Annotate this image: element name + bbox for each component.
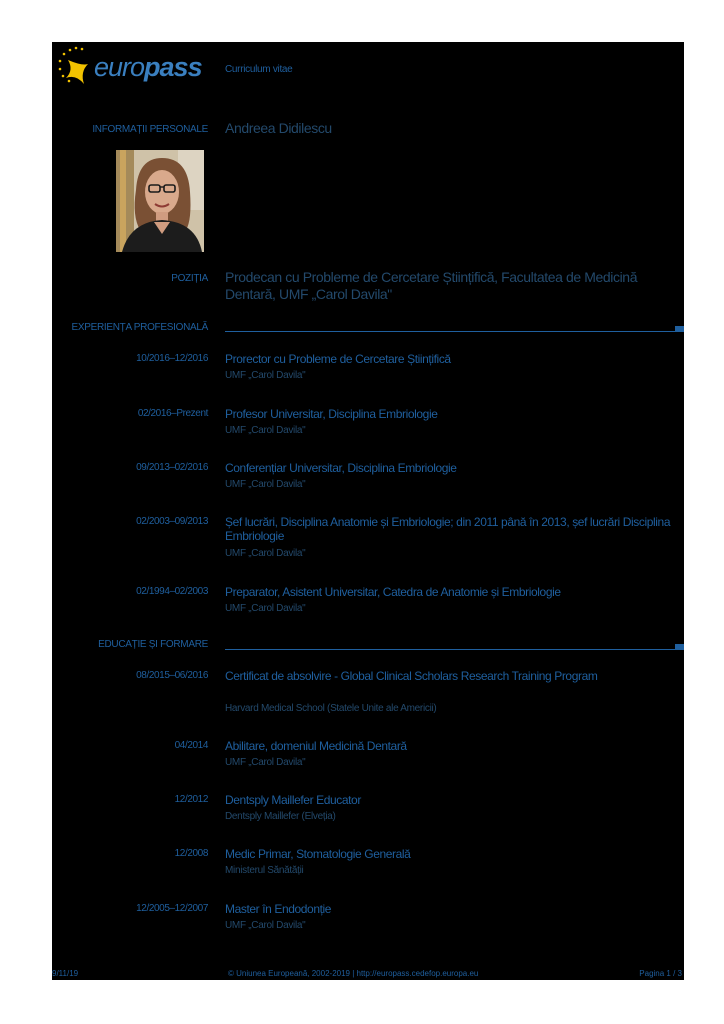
logo-wordmark: europass [94, 52, 202, 82]
person-name: Andreea Didilescu [225, 120, 332, 136]
experience-section-label: EXPERIENȚA PROFESIONALĂ [71, 322, 208, 333]
footer-copyright: © Uniunea Europeană, 2002-2019 | http://europass.cedefop.europa.eu [228, 969, 479, 978]
experience-date: 02/1994–02/2003 [136, 586, 208, 597]
europass-logo [52, 42, 212, 92]
profile-photo [116, 150, 204, 252]
experience-org: UMF „Carol Davila" [225, 370, 306, 381]
experience-section-divider [225, 331, 677, 332]
experience-org: UMF „Carol Davila" [225, 603, 306, 614]
footer-page-number: Pagina 1 / 3 [639, 969, 682, 978]
education-date: 04/2014 [174, 740, 208, 751]
experience-date: 10/2016–12/2016 [136, 353, 208, 364]
position-text: Prodecan cu Probleme de Cercetare Științifică, Facultatea de Medicină Dentară, UMF „Carol Davila" [225, 269, 638, 302]
education-date: 12/2012 [174, 794, 208, 805]
education-section-divider [225, 649, 677, 650]
experience-org: UMF „Carol Davila" [225, 425, 306, 436]
cv-page [52, 42, 684, 980]
education-title: Dentsply Maillefer Educator [225, 793, 361, 807]
education-title: Certificat de absolvire - Global Clinical Scholars Research Training Program [225, 669, 598, 683]
experience-title: Conferențiar Universitar, Disciplina Embriologie [225, 461, 457, 475]
education-date: 12/2008 [174, 848, 208, 859]
experience-org: UMF „Carol Davila" [225, 479, 306, 490]
experience-title: Prorector cu Probleme de Cercetare Științifică [225, 352, 451, 366]
experience-date: 09/2013–02/2016 [136, 462, 208, 473]
education-org: UMF „Carol Davila" [225, 920, 306, 931]
position-label: POZIȚIA [171, 273, 208, 284]
personal-info-label: INFORMAȚII PERSONALE [92, 124, 208, 135]
education-title: Master în Endodonție [225, 902, 332, 916]
footer-date: 9/11/19 [52, 969, 79, 978]
education-date: 08/2015–06/2016 [136, 670, 208, 681]
education-org: Harvard Medical School (Statele Unite ale Americii) [225, 703, 437, 714]
experience-title: Șef lucrări, Disciplina Anatomie și Embriologie; din 2011 până în 2013, șef lucrări Disciplina Embriologie [225, 515, 671, 543]
education-title: Medic Primar, Stomatologie Generală [225, 847, 411, 861]
education-date: 12/2005–12/2007 [136, 903, 208, 914]
experience-org: UMF „Carol Davila" [225, 548, 306, 559]
experience-date: 02/2016–Prezent [137, 408, 208, 419]
education-title: Abilitare, domeniul Medicină Dentară [225, 739, 407, 753]
document-type-label: Curriculum vitae [225, 64, 293, 75]
education-org: UMF „Carol Davila" [225, 757, 306, 768]
education-divider-marker [675, 644, 684, 650]
experience-title: Profesor Universitar, Disciplina Embriologie [225, 407, 438, 421]
experience-date: 02/2003–09/2013 [136, 516, 208, 527]
education-org: Dentsply Maillefer (Elveția) [225, 811, 336, 822]
experience-title: Preparator, Asistent Universitar, Catedra de Anatomie și Embriologie [225, 585, 561, 599]
education-section-label: EDUCAȚIE ȘI FORMARE [98, 639, 208, 650]
experience-divider-marker [675, 326, 684, 332]
education-org: Ministerul Sănătății [225, 865, 304, 876]
